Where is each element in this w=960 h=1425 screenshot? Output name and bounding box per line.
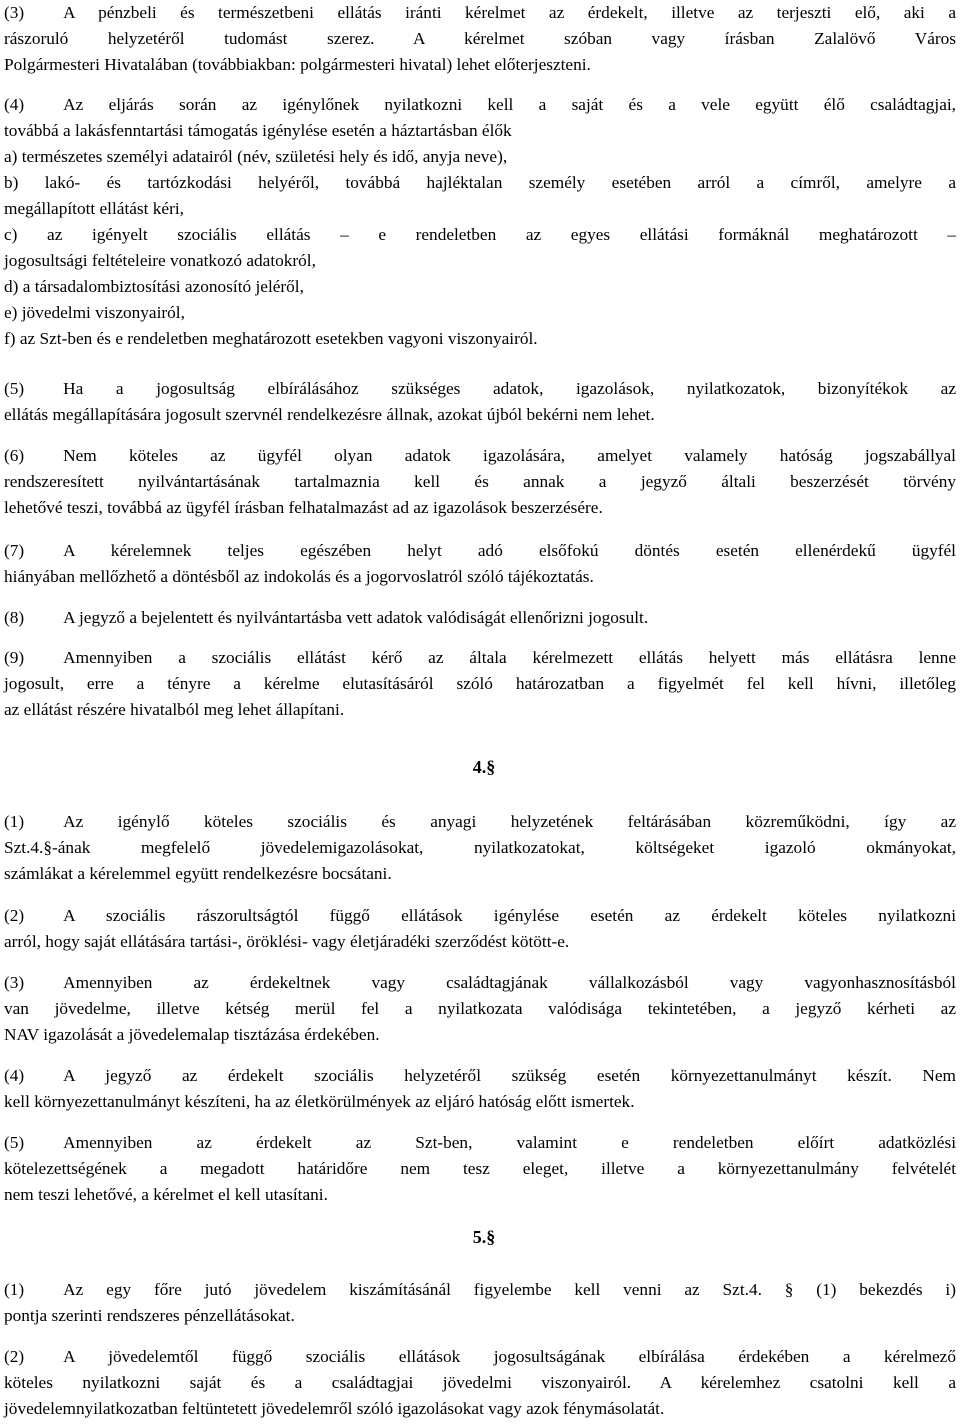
section-heading-text: 5.§ [472,1227,496,1247]
paragraph-line [4,605,956,631]
paragraph-line [4,248,956,274]
paragraph-line [4,0,956,26]
tab-space [24,645,63,671]
paragraph-number: (8) [4,608,25,627]
line-text: köteles nyilatkozni saját és a családtagjai jövedelmi viszonyairól. A kérelemhez csatolni kell a [4,1373,956,1392]
paragraph-line [4,671,956,697]
line-text: Nem köteles az ügyfél olyan adatok igazolására, amelyet valamely hatóság jogszabállyal [63,446,956,465]
paragraph-number: (3) [4,973,25,992]
line-text: kötelezettségének a megadott határidőre nem tesz eleget, illetve a környezettanulmány felvételét [4,1159,956,1178]
paragraph-number: (9) [4,648,25,667]
paragraph-line [4,1303,956,1329]
paragraph [4,443,956,521]
line-text: van jövedelme, illetve kétség merül fel a nyilatkozata valódisága tekintetében, a jegyző kérheti az [4,999,956,1018]
line-text: Ha a jogosultság elbírálásához szükséges adatok, igazolások, nyilatkozatok, bizonyítékok az [63,379,956,398]
paragraph-line [4,903,956,929]
line-text: Amennyiben a szociális ellátást kérő az általa kérelmezett ellátás helyett más ellátásra lenne [63,648,956,667]
paragraph-line [4,274,956,300]
line-text: c) az igényelt szociális ellátás – e rendeletben az egyes ellátási formáknál meghatározott – [4,225,956,244]
paragraph-number: (2) [4,1347,25,1366]
paragraph [4,1130,956,1208]
line-text: Az egy főre jutó jövedelem kiszámításánál figyelembe kell venni az Szt.4. § (1) bekezdés i) [63,1280,956,1299]
paragraph-line [4,1089,956,1115]
tab-space [24,809,63,835]
paragraph [4,903,956,955]
paragraph-line [4,1063,956,1089]
paragraph-number: (7) [4,541,25,560]
line-text: ellátás megállapítására jogosult szervnél rendelkezésre állnak, azokat újból bekérni nem lehet. [4,405,655,424]
line-text: jogosult, erre a tényre a kérelme elutasításáról szóló határozatban a figyelmét fel kell hívni, illetőleg [4,674,956,693]
paragraph-line [4,300,956,326]
paragraph [4,376,956,428]
line-text: d) a társadalombiztosítási azonosító jeléről, [4,277,304,296]
line-text: Polgármesteri Hivatalában (továbbiakban: polgármesteri hivatal) lehet előterjeszteni. [4,55,591,74]
line-text: rendszeresített nyilvántartásának tartalmaznia kell és annak a jegyző általi beszerzését törvény [4,472,956,491]
paragraph-line [4,996,956,1022]
paragraph-line [4,469,956,495]
paragraph [4,809,956,887]
line-text: továbbá a lakásfenntartási támogatás igénylése esetén a háztartásban élők [4,121,512,140]
tab-space [24,970,63,996]
paragraph [4,1344,956,1422]
tab-space [24,376,63,402]
tab-space [24,1130,63,1156]
line-text: A kérelemnek teljes egészében helyt adó elsőfokú döntés esetén ellenérdekű ügyfél [63,541,956,560]
line-text: kell környezettanulmányt készíteni, ha az életkörülmények az eljáró hatóság előtt ismertek. [4,1092,635,1111]
line-text: Az igénylő köteles szociális és anyagi helyzetének feltárásában közreműködni, így az [63,812,956,831]
paragraph-line [4,1182,956,1208]
line-text: f) az Szt-ben és e rendeletben meghatározott esetekben vagyoni viszonyairól. [4,329,538,348]
line-text: jövedelemnyilatkozatban feltüntetett jövedelemről szóló igazolásokat vagy azok fénymásolatát. [4,1399,665,1418]
line-text: nem teszi lehetővé, a kérelmet el kell utasítani. [4,1185,328,1204]
line-text: b) lakó- és tartózkodási helyéről, továbbá hajléktalan személy esetében arról a címről, amelyre a [4,173,956,192]
paragraph-line [4,645,956,671]
paragraph-number: (1) [4,1280,25,1299]
paragraph-line [4,1130,956,1156]
paragraph-line [4,697,956,723]
paragraph [4,1277,956,1329]
section-heading-text: 4.§ [472,757,496,777]
paragraph-number: (4) [4,95,25,114]
paragraph-line [4,1396,956,1422]
line-text: arról, hogy saját ellátására tartási-, öröklési- vagy életjáradéki szerződést kötött-e. [4,932,570,951]
line-text: Szt.4.§-ának megfelelő jövedelemigazolásokat, nyilatkozatokat, költségeket igazoló okmányokat, [4,838,956,857]
line-text: a) természetes személyi adatairól (név, születési hely és idő, anyja neve), [4,147,508,166]
paragraph-line [4,144,956,170]
paragraph-line [4,118,956,144]
tab-space [24,0,63,26]
paragraph-number: (5) [4,1133,25,1152]
tab-space [24,1277,63,1303]
paragraph-line [4,196,956,222]
paragraph-line [4,376,956,402]
line-text: A jövedelemtől függő szociális ellátások jogosultságának elbírálása érdekében a kérelmező [63,1347,956,1366]
line-text: A jegyző az érdekelt szociális helyzetéről szükség esetén környezettanulmányt készít. Nem [63,1066,956,1085]
paragraph-line [4,861,956,887]
paragraph-line [4,1370,956,1396]
line-text: lehetővé teszi, továbbá az ügyfél írásban felhatalmazást ad az igazolások beszerzésére. [4,498,603,517]
paragraph-line [4,170,956,196]
line-text: NAV igazolását a jövedelemalap tisztázása érdekében. [4,1025,380,1044]
paragraph-line [4,1277,956,1303]
tab-space [24,92,63,118]
paragraph-line [4,929,956,955]
line-text: Az eljárás során az igénylőnek nyilatkozni kell a saját és a vele együtt élő családtagjai, [63,95,956,114]
line-text: rászoruló helyzetéről tudomást szerez. A kérelmet szóban vagy írásban Zalalövő Város [4,29,956,48]
paragraph [4,645,956,723]
line-text: megállapított ellátást kéri, [4,199,184,218]
paragraph-line [4,1344,956,1370]
paragraph-line [4,564,956,590]
paragraph-line [4,443,956,469]
tab-space [24,605,63,631]
paragraph-line [4,495,956,521]
line-text: A pénzbeli és természetbeni ellátás iránti kérelmet az érdekelt, illetve az terjeszti elő, aki a [63,3,956,22]
line-text: hiányában mellőzhető a döntésből az indokolás és a jogorvoslatról szóló tájékoztatás. [4,567,594,586]
tab-space [24,538,63,564]
paragraph-line [4,809,956,835]
tab-space [24,903,63,929]
line-text: A szociális rászorultságtól függő ellátások igénylése esetén az érdekelt köteles nyilatkozni [63,906,956,925]
paragraph [4,1063,956,1115]
tab-space [24,1063,63,1089]
paragraph-line [4,92,956,118]
paragraph [4,92,956,352]
line-text: Amennyiben az érdekelt az Szt-ben, valamint e rendeletben előírt adatközlési [63,1133,956,1152]
paragraph-number: (4) [4,1066,25,1085]
tab-space [24,443,63,469]
paragraph [4,605,956,631]
paragraph-line [4,538,956,564]
paragraph [4,0,956,78]
paragraph [4,970,956,1048]
paragraph-line [4,326,956,352]
line-text: Amennyiben az érdekeltnek vagy családtagjának vállalkozásból vagy vagyonhasznosításból [63,973,956,992]
paragraph-line [4,26,956,52]
paragraph-line [4,1156,956,1182]
paragraph-number: (2) [4,906,25,925]
paragraph-number: (3) [4,3,25,22]
line-text: A jegyző a bejelentett és nyilvántartásba vett adatok valódiságát ellenőrizni jogosult. [63,608,649,627]
paragraph-line [4,402,956,428]
line-text: számlákat a kérelemmel együtt rendelkezésre bocsátani. [4,864,392,883]
paragraph-line [4,1022,956,1048]
section-heading [0,1224,960,1250]
paragraph-line [4,222,956,248]
line-text: az ellátást részére hivatalból meg lehet állapítani. [4,700,345,719]
line-text: jogosultsági feltételeire vonatkozó adatokról, [4,251,316,270]
tab-space [24,1344,63,1370]
section-heading [0,754,960,780]
paragraph [4,538,956,590]
paragraph-number: (6) [4,446,25,465]
paragraph-line [4,52,956,78]
paragraph-number: (5) [4,379,25,398]
line-text: e) jövedelmi viszonyairól, [4,303,185,322]
paragraph-number: (1) [4,812,25,831]
paragraph-line [4,835,956,861]
line-text: pontja szerinti rendszeres pénzellátásokat. [4,1306,295,1325]
paragraph-line [4,970,956,996]
